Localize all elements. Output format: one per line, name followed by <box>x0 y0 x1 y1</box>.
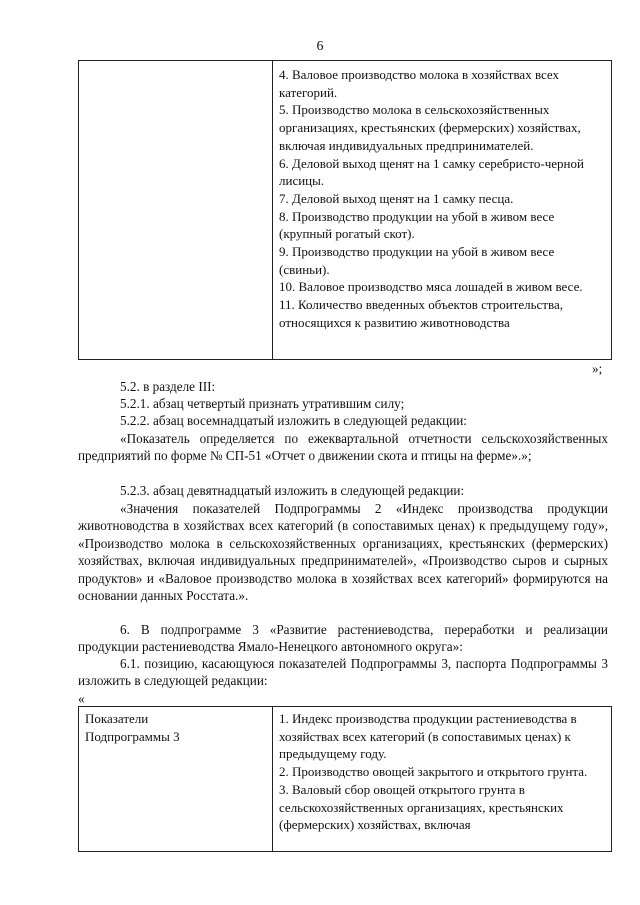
paragraph: 6.1. позицию, касающуюся показателей Подпрограммы 3, паспорта Подпрограммы 3 изложить в следующей редакции: <box>78 656 608 689</box>
list-item: 3. Валовый сбор овощей открытого грунта в сельскохозяйственных организациях, крестьянских (фермерских) хозяйствах, включая <box>279 781 564 833</box>
list-item: 2. Производство овощей закрытого и открытого грунта. <box>279 764 588 780</box>
list-item: 5. Производство молока в сельскохозяйственных организациях, крестьянских (фермерских) хозяйствах, включая индивидуальных предпринимателей. <box>279 102 581 153</box>
list-item: 6. Деловой выход щенят на 1 самку серебристо-черной лисицы. <box>279 155 584 189</box>
paragraph: 5.2.3. абзац девятнадцатый изложить в следующей редакции: <box>120 483 465 498</box>
indicators-table-top <box>78 60 612 360</box>
table-left-cell <box>79 707 273 852</box>
paragraph: «Показатель определяется по ежеквартальной отчетности сельскохозяйственных предприятий по форме № СП-51 «Отчет о движении скота и птицы на ферме».»; <box>78 431 608 464</box>
list-item: 1. Индекс производства продукции растениеводства в хозяйствах всех категорий (в сопоставимых ценах) к предыдущему году. <box>279 711 577 762</box>
indicators-table-bottom <box>78 706 612 852</box>
table-left-cell <box>79 61 273 360</box>
paragraph: 6. В подпрограмме 3 «Развитие растениеводства, переработки и реализации продукции растениеводства Ямало-Ненецкого автономного округа»: <box>78 622 608 655</box>
table-right-cell <box>273 707 612 852</box>
page-number: 6 <box>316 39 324 54</box>
list-item: 9. Производство продукции на убой в живом весе (свиньи). <box>279 244 555 277</box>
list-item: 4. Валовое производство молока в хозяйствах всех категорий. <box>279 67 560 100</box>
paragraph: 5.2.2. абзац восемнадцатый изложить в следующей редакции: <box>120 413 467 428</box>
table-right-cell <box>273 61 612 360</box>
table-left-cell-label: Показатели Подпрограммы 3 <box>85 711 180 744</box>
paragraph: 5.2. в разделе III: <box>120 379 216 394</box>
list-item: 8. Производство продукции на убой в живом весе (крупный рогатый скот). <box>279 208 555 242</box>
list-item: 11. Количество введенных объектов строительства, относящихся к развитию животноводства <box>279 297 563 330</box>
paragraph: 5.2.1. абзац четвертый признать утратившим силу; <box>120 396 405 411</box>
paragraph: «Значения показателей Подпрограммы 2 «Индекс производства продукции животноводства в хозяйствах всех категорий (в сопоставимых ценах) к предыдущему году», «Производство молока в сельскохозяйственных организациях, крестьянских (фермерских) хозяйствах, включая индивидуальных предпринимателей», «Производство сыров и сырных продуктов» и «Валовое производство молока в хозяйствах всех категорий» формируются на основании данных Росстата.». <box>78 501 608 604</box>
closing-quote: »; <box>592 361 603 376</box>
opening-quote: « <box>78 691 85 706</box>
list-item: 7. Деловой выход щенят на 1 самку песца. <box>279 190 514 206</box>
list-item: 10. Валовое производство мяса лошадей в живом весе. <box>279 279 583 295</box>
